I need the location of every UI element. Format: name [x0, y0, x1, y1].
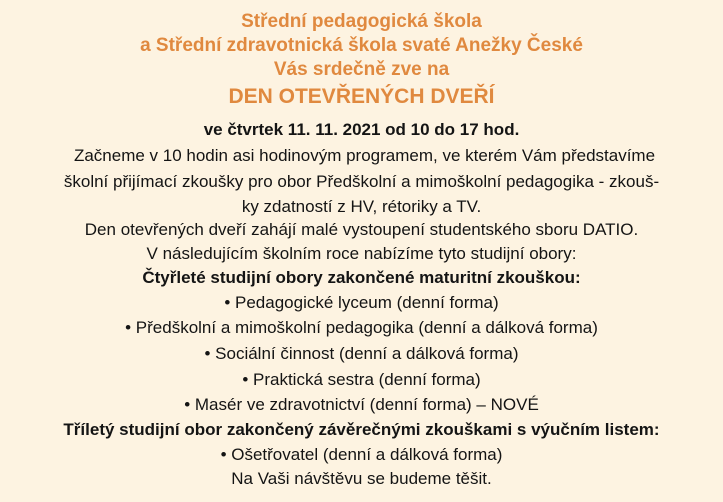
four-year-program-item: • Praktická sestra (denní forma) [242, 370, 481, 389]
four-year-program-item: • Masér ve zdravotnictví (denní forma) – NOVÉ [184, 395, 539, 414]
program-text-line-3: ky zdatností z HV, rétoriky a TV. [241, 197, 482, 216]
four-year-program-item: • Předškolní a mimoškolní pedagogika (denní a dálková forma) [125, 318, 598, 337]
program-text-line-2: školní přijímací zkoušky pro obor Předškolní a mimoškolní pedagogika - zkouš- [63, 172, 660, 191]
four-year-program-item: • Sociální činnost (denní a dálková forma) [204, 344, 519, 363]
four-year-programs-heading: Čtyřleté studijní obory zakončené maturitní zkouškou: [142, 268, 581, 287]
invite-text: Vás srdečně zve na [273, 59, 450, 80]
study-offer-intro: V následujícím školním roce nabízíme tyto studijní obory: [146, 244, 577, 263]
closing-text: Na Vaši návštěvu se budeme těšit. [231, 469, 492, 488]
event-date-time: ve čtvrtek 11. 11. 2021 od 10 do 17 hod. [203, 120, 520, 139]
event-title: DEN OTEVŘENÝCH DVEŘÍ [228, 85, 495, 108]
three-year-program-item: • Ošetřovatel (denní a dálková forma) [220, 445, 503, 464]
four-year-program-item: • Pedagogické lyceum (denní forma) [224, 293, 499, 312]
program-text-line-1: Začneme v 10 hodin asi hodinovým programem, ve kterém Vám představíme [73, 146, 656, 165]
school-name-line-2: a Střední zdravotnická škola svaté Anežky České [140, 35, 583, 56]
choir-performance-text: Den otevřených dveří zahájí malé vystoupení studentského sboru DATIO. [84, 220, 639, 239]
three-year-program-heading: Tříletý studijní obor zakončený závěrečnými zkouškami s výučním listem: [63, 420, 660, 439]
school-name-line-1: Střední pedagogická škola [241, 11, 482, 32]
